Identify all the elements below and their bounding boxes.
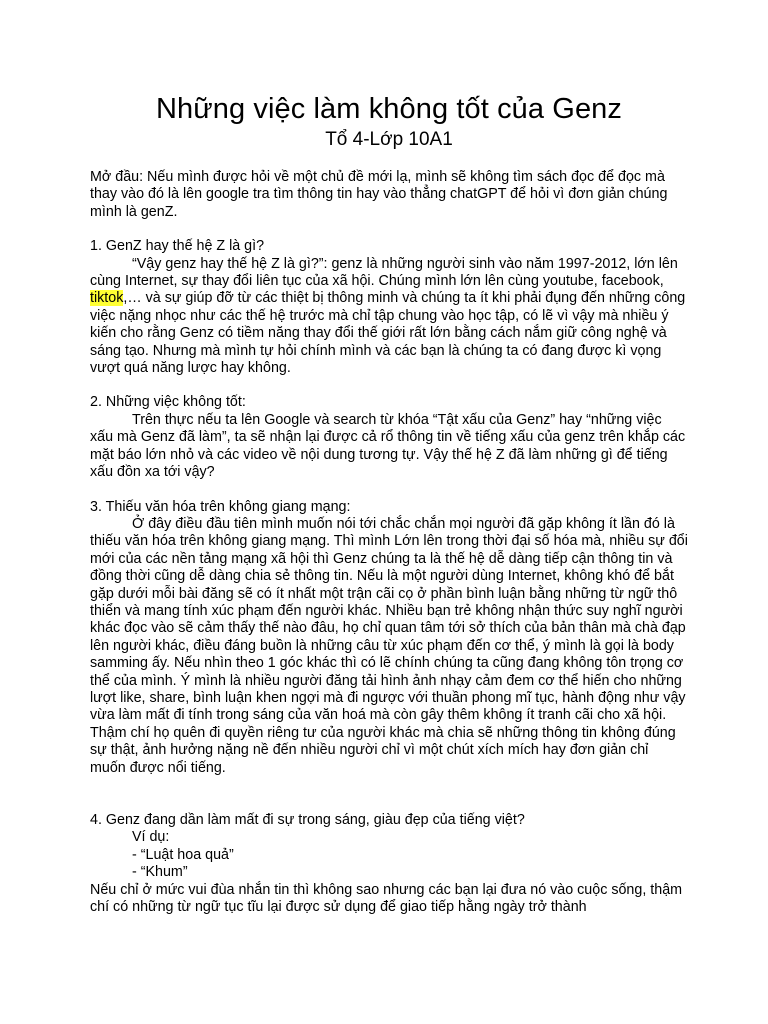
section-2-paragraph: Trên thực nếu ta lên Google và search từ khóa “Tật xấu của Genz” hay “những việc xấu mà Genz đã làm”, ta sẽ nhận lại được cả rổ thông tin về tiếng xấu của genz trên khắp các mặt báo lớn nhỏ và các video về nội dung tương tự. Vậy thế hệ Z đã làm những gì để tiếng xấu đồn xa tới vậy?: [90, 411, 686, 481]
section-1-text-before: “Vậy genz hay thế hệ Z là gì?”: genz là những người sinh vào năm 1997-2012, lớn lên cùng Internet, sự thay đổi liên tục của xã hội. Chúng mình lớn lên cùng youtube, facebook,: [90, 255, 678, 290]
example-item: - “Luật hoa quả”: [132, 846, 234, 863]
example-list: [90, 829, 688, 881]
section-1-paragraph: [90, 256, 688, 378]
example-item: - “Khum”: [132, 864, 188, 881]
section-3-paragraph: Ở đây điều đầu tiên mình muốn nói tới chắc chắn mọi người đã gặp không ít lần đó là thiếu văn hóa trên không giang mạng. Thì mình Lớn lên trong thời đại số hóa mà, nhiều sự đổi mới của các nền tảng mạng xã hội thì Genz chúng ta là thế hệ dễ dàng tiếp cận thông tin và đồng thời cũng dễ dàng chia sẻ thông tin. Nếu là một người dùng Internet, không khó để bắt gặp dưới mỗi bài đăng sẽ có ít nhất một trận cãi cọ ở phần bình luận bằng những từ ngữ thô thiển và mang tính xúc phạm đến người khác. Nhiều bạn trẻ không nhận thức suy nghĩ người khác đọc vào sẽ cảm thấy thế nào đâu, họ chỉ quan tâm tới sở thích của bản thân mà chà đạp lên người khác, điều đáng buồn là những câu từ xúc phạm đến cơ thể, ý mình là gọi là body samming ấy. Nếu nhìn theo 1 góc khác thì có lẽ chính chúng ta cũng đang không tôn trọng cơ thể của mình. Ý mình là nhiều người đăng tải hình ảnh nhạy cảm đem cơ thể hiến cho những lượt like, share, bình luận khen ngợi mà đi ngược với thuần phong mĩ tục, hành động như vậy vừa làm mất đi tính trong sáng của văn hoá mà còn gây thêm không ít tranh cãi cho xã hội. Thậm chí họ quên đi quyền riêng tư của người khác mà chia sẽ những thông tin không đúng sự thật, ảnh hưởng nặng nề đến nhiều người chỉ vì một chút xích mích hay đơn giản chỉ muốn được nổi tiếng.: [90, 515, 688, 776]
section-1-heading: 1. GenZ hay thế hệ Z là gì?: [90, 238, 265, 255]
example-label: Ví dụ:: [132, 829, 170, 846]
highlighted-text: tiktok: [90, 290, 124, 307]
section-1-text-after: ,… và sự giúp đỡ từ các thiệt bị thông minh và chúng ta ít khi phải đụng đến những công việc nặng nhọc như các thế hệ trước mà chỉ tập chung vào học tập, có lẽ vì vậy mà nhiều ý kiến cho rằng Genz có tiềm năng thay đổi thế giới rất lớn bằng cách nắm giữ công nghệ và sáng tạo. Nhưng mà mình tự hỏi chính mình và các bạn là chúng ta có đang được kì vọng vượt quá năng lược hay không.: [90, 290, 686, 377]
document-title: Những việc làm không tốt của Genz: [155, 93, 622, 125]
intro-paragraph: Mở đầu: Nếu mình được hỏi về một chủ đề mới lạ, mình sẽ không tìm sách đọc để đọc mà thay vào đó là lên google tra tìm thông tin hay vào thẳng chatGPT để hỏi vì đơn giản chúng mình là genZ.: [90, 169, 668, 220]
section-4-paragraph: Nếu chỉ ở mức vui đùa nhắn tin thì không sao nhưng các bạn lại đưa nó vào cuộc sống, thậm chí có những từ ngữ tục tĩu lại được sử dụng để giao tiếp hằng ngày trở thành: [90, 881, 683, 916]
section-2-heading: 2. Những việc không tốt:: [90, 394, 246, 411]
section-3-heading: 3. Thiếu văn hóa trên không giang mạng:: [90, 498, 351, 515]
document-subtitle: Tổ 4-Lớp 10A1: [325, 129, 453, 150]
section-4-heading: 4. Genz đang dần làm mất đi sự trong sáng, giàu đẹp của tiếng việt?: [90, 812, 525, 828]
